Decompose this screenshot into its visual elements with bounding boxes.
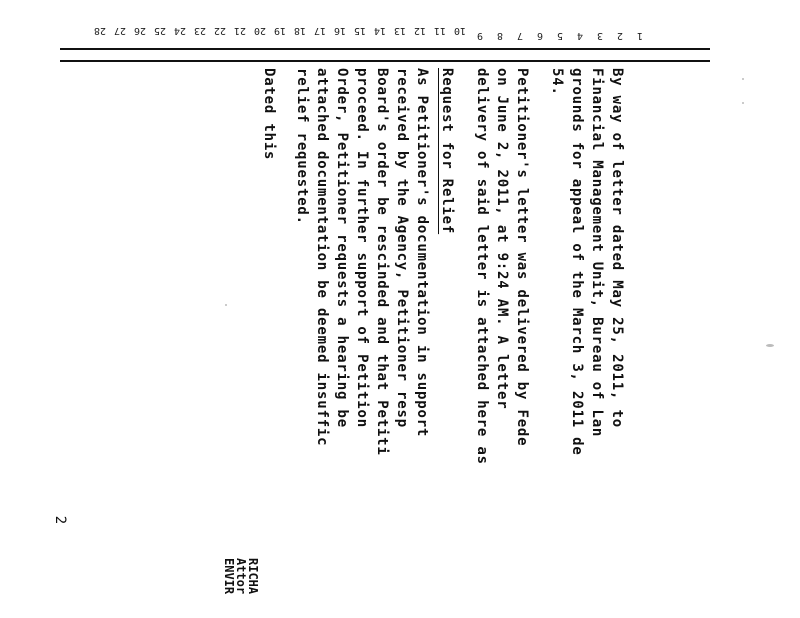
body-line: delivery of said letter is attached here as: [474, 68, 490, 465]
line-number: 11: [433, 25, 447, 36]
signature-line: Attor: [234, 558, 248, 595]
line-number: 24: [173, 25, 187, 36]
line-number: 6: [536, 30, 544, 41]
line-number: 23: [193, 25, 207, 36]
line-number: 8: [496, 30, 504, 41]
body-line: grounds for appeal of the March 3, 2011 de: [569, 68, 585, 456]
line-number: 27: [113, 25, 127, 36]
body-line: Board's order be rescinded and that Petiti: [374, 68, 390, 456]
body-line: As Petitioner's documentation in support: [414, 68, 430, 438]
line-number: 20: [253, 25, 267, 36]
margin-rule-top: [60, 48, 710, 50]
scan-speck: [225, 304, 227, 306]
body-line: Order, Petitioner requests a hearing be: [334, 68, 350, 428]
scan-speck: [742, 102, 744, 104]
line-number: 5: [556, 30, 564, 41]
line-number: 17: [313, 25, 327, 36]
line-number: 7: [516, 30, 524, 41]
body-line: Petitioner's letter was delivered by Fede: [514, 68, 530, 447]
body-line: Financial Management Unit, Bureau of Lan: [589, 68, 605, 438]
body-line: received by the Agency, Petitioner resp: [394, 68, 410, 428]
section-heading: Request for Relief: [439, 68, 455, 235]
line-number: 1: [636, 30, 644, 41]
margin-rule-second: [60, 60, 710, 62]
body-line: By way of letter dated May 25, 2011, to: [609, 68, 625, 428]
body-line: on June 2, 2011, at 9:24 AM. A letter: [494, 68, 510, 410]
scan-speck: [742, 78, 744, 80]
line-number: 10: [453, 25, 467, 36]
line-number: 14: [373, 25, 387, 36]
page-number: 2: [52, 515, 69, 525]
line-number: 16: [333, 25, 347, 36]
line-number: 4: [576, 30, 584, 41]
line-number: 9: [476, 30, 484, 41]
line-number: 18: [293, 25, 307, 36]
line-number: 26: [133, 25, 147, 36]
body-line: proceed. In further support of Petition: [354, 68, 370, 428]
line-number: 12: [413, 25, 427, 36]
line-number: 15: [353, 25, 367, 36]
line-number: 21: [233, 25, 247, 36]
body-line: attached documentation be deemed insuffic: [314, 68, 330, 447]
line-number: 13: [393, 25, 407, 36]
line-number: 28: [93, 25, 107, 36]
line-number: 22: [213, 25, 227, 36]
line-number: 3: [596, 30, 604, 41]
signature-line: ENVIR: [222, 558, 236, 595]
scan-speck: [766, 344, 774, 347]
line-number: 25: [153, 25, 167, 36]
dated-line: Dated this: [261, 68, 277, 161]
body-line: relief requested.: [294, 68, 310, 225]
body-line: 54.: [549, 68, 565, 96]
line-number: 2: [616, 30, 624, 41]
signature-line: RICHA: [246, 558, 260, 595]
line-number: 19: [273, 25, 287, 36]
